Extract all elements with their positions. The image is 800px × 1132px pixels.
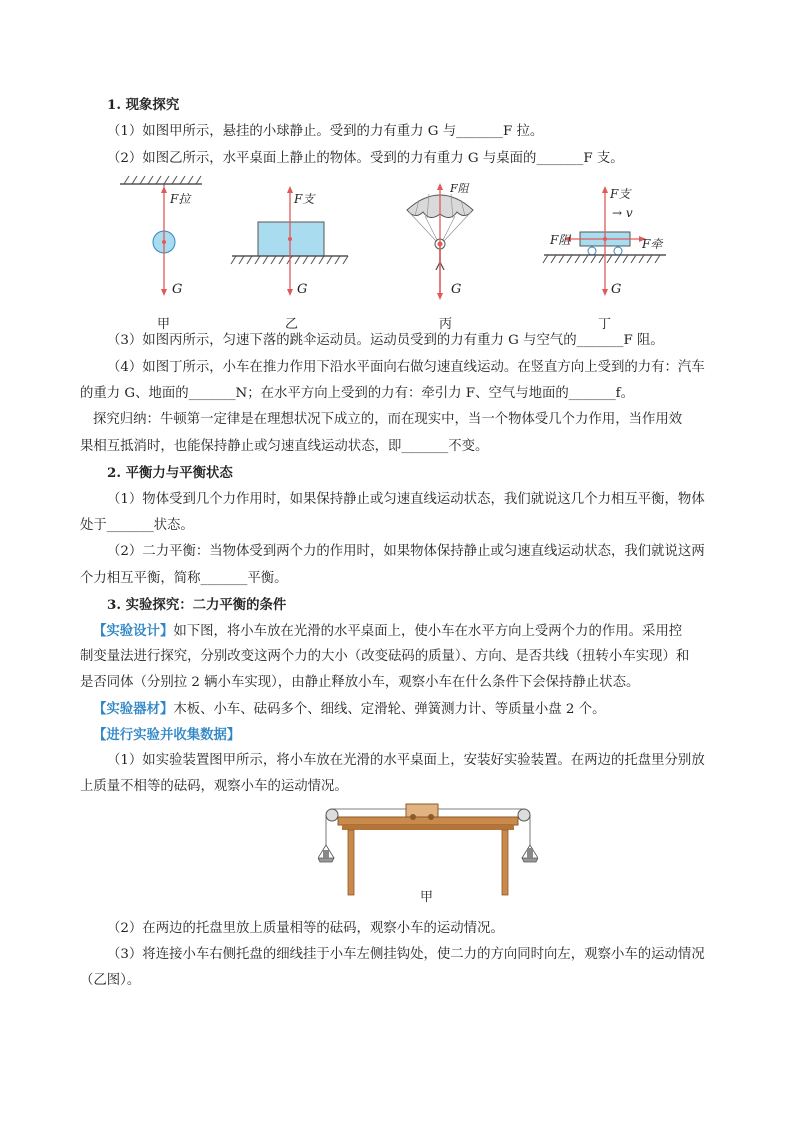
paragraph-1-4a: （4）如图丁所示，小车在推力作用下沿水平面向右做匀速直线运动。在竖直方向上受到的力有：汽车 (107, 360, 705, 375)
equipment-tag: 【实验器材】 (93, 701, 174, 717)
section-3-title: 3. 实验探究：二力平衡的条件 (107, 597, 287, 613)
figure-bing-parachutist (395, 172, 485, 302)
label-f-qian: F牵 (642, 237, 663, 251)
figure-yi-block-on-table (230, 172, 350, 302)
label-g-jia: G (172, 282, 183, 297)
caption-ding: 丁 (598, 317, 612, 332)
equipment-line (93, 699, 605, 720)
label-f-la: F拉 (170, 192, 191, 206)
section-2-title: 2. 平衡力与平衡状态 (107, 465, 233, 481)
step-1-line-a: （1）如实验装置图甲所示，将小车放在光滑的水平桌面上，安装好实验装置。在两边的托盘里分别放 (107, 753, 705, 768)
summary-line-b: 果相互抵消时，也能保持静止或匀速直线运动状态，即_______不变。 (80, 439, 489, 454)
paragraph-1-3: （3）如图丙所示，匀速下落的跳伞运动员。运动员受到的力有重力 G 与空气的_______F 阻。 (107, 333, 664, 348)
figure-experiment-apparatus (318, 800, 538, 900)
label-g-ding: G (611, 282, 622, 297)
step-3-line-a: （3）将连接小车右侧托盘的细线挂于小车左侧挂钩处，使二力的方向同时向左，观察小车的运动情况 (107, 947, 705, 962)
figure-jia-hanging-ball (120, 172, 210, 302)
paragraph-1-2: （2）如图乙所示，水平桌面上静止的物体。受到的力有重力 G 与桌面的_______F 支。 (107, 151, 624, 166)
design-line-c: 是否同体（分别拉 2 辆小车实现），由静止释放小车，观察小车在什么条件下会保持静止状态。 (80, 675, 640, 690)
step-2-line: （2）在两边的托盘里放上质量相等的砝码，观察小车的运动情况。 (107, 921, 504, 936)
paragraph-1-4b: 的重力 G、地面的_______N；在水平方向上受到的力有：牵引力 F、空气与地面的_______f。 (80, 386, 635, 401)
equipment-text: 木板、小车、砝码多个、细线、定滑轮、弹簧测力计、等质量小盘 2 个。 (173, 702, 606, 717)
step-3-line-b: （乙图）。 (80, 973, 141, 988)
step-1-line-b: 上质量不相等的砝码，观察小车的运动情况。 (80, 779, 348, 794)
label-f-zhi-yi: F支 (294, 192, 315, 206)
section-1-title: 1. 现象探究 (107, 97, 180, 113)
design-line-a (93, 621, 682, 642)
paragraph-2-2a: （2）二力平衡：当物体受到两个力的作用时，如果物体保持静止或匀速直线运动状态，我们就说这两 (107, 544, 705, 559)
caption-experiment-jia: 甲 (420, 890, 434, 905)
label-g-yi: G (297, 282, 308, 297)
label-g-bing: G (451, 282, 462, 297)
caption-jia: 甲 (157, 317, 171, 332)
caption-yi: 乙 (285, 317, 299, 332)
caption-bing: 丙 (439, 317, 453, 332)
design-text-a: 如下图，将小车放在光滑的水平桌面上，使小车在水平方向上受两个力的作用。采用控 (173, 624, 683, 639)
design-tag: 【实验设计】 (93, 623, 174, 639)
paragraph-2-1a: （1）物体受到几个力作用时，如果保持静止或匀速直线运动状态，我们就说这几个力相互平衡，物体 (107, 492, 705, 507)
paragraph-2-2b: 个力相互平衡，简称_______平衡。 (80, 571, 288, 586)
paragraph-2-1b: 处于_______状态。 (80, 518, 194, 533)
paragraph-1-1: （1）如图甲所示，悬挂的小球静止。受到的力有重力 G 与_______F 拉。 (107, 124, 544, 139)
label-velocity: → v (612, 206, 633, 220)
design-line-b: 制变量法进行探究，分别改变这两个力的大小（改变砝码的质量）、方向、是否共线（扭转小车实现）和 (80, 649, 690, 664)
label-f-zu-bing: F阻 (450, 182, 469, 195)
summary-line-a: 探究归纳：牛顿第一定律是在理想状况下成立的，而在现实中，当一个物体受几个力作用，当作用效 (93, 412, 683, 427)
collect-data-tag: 【进行实验并收集数据】 (93, 727, 241, 743)
label-f-zhi-ding: F支 (610, 187, 631, 201)
label-f-zu-ding: F阻 (550, 233, 571, 247)
